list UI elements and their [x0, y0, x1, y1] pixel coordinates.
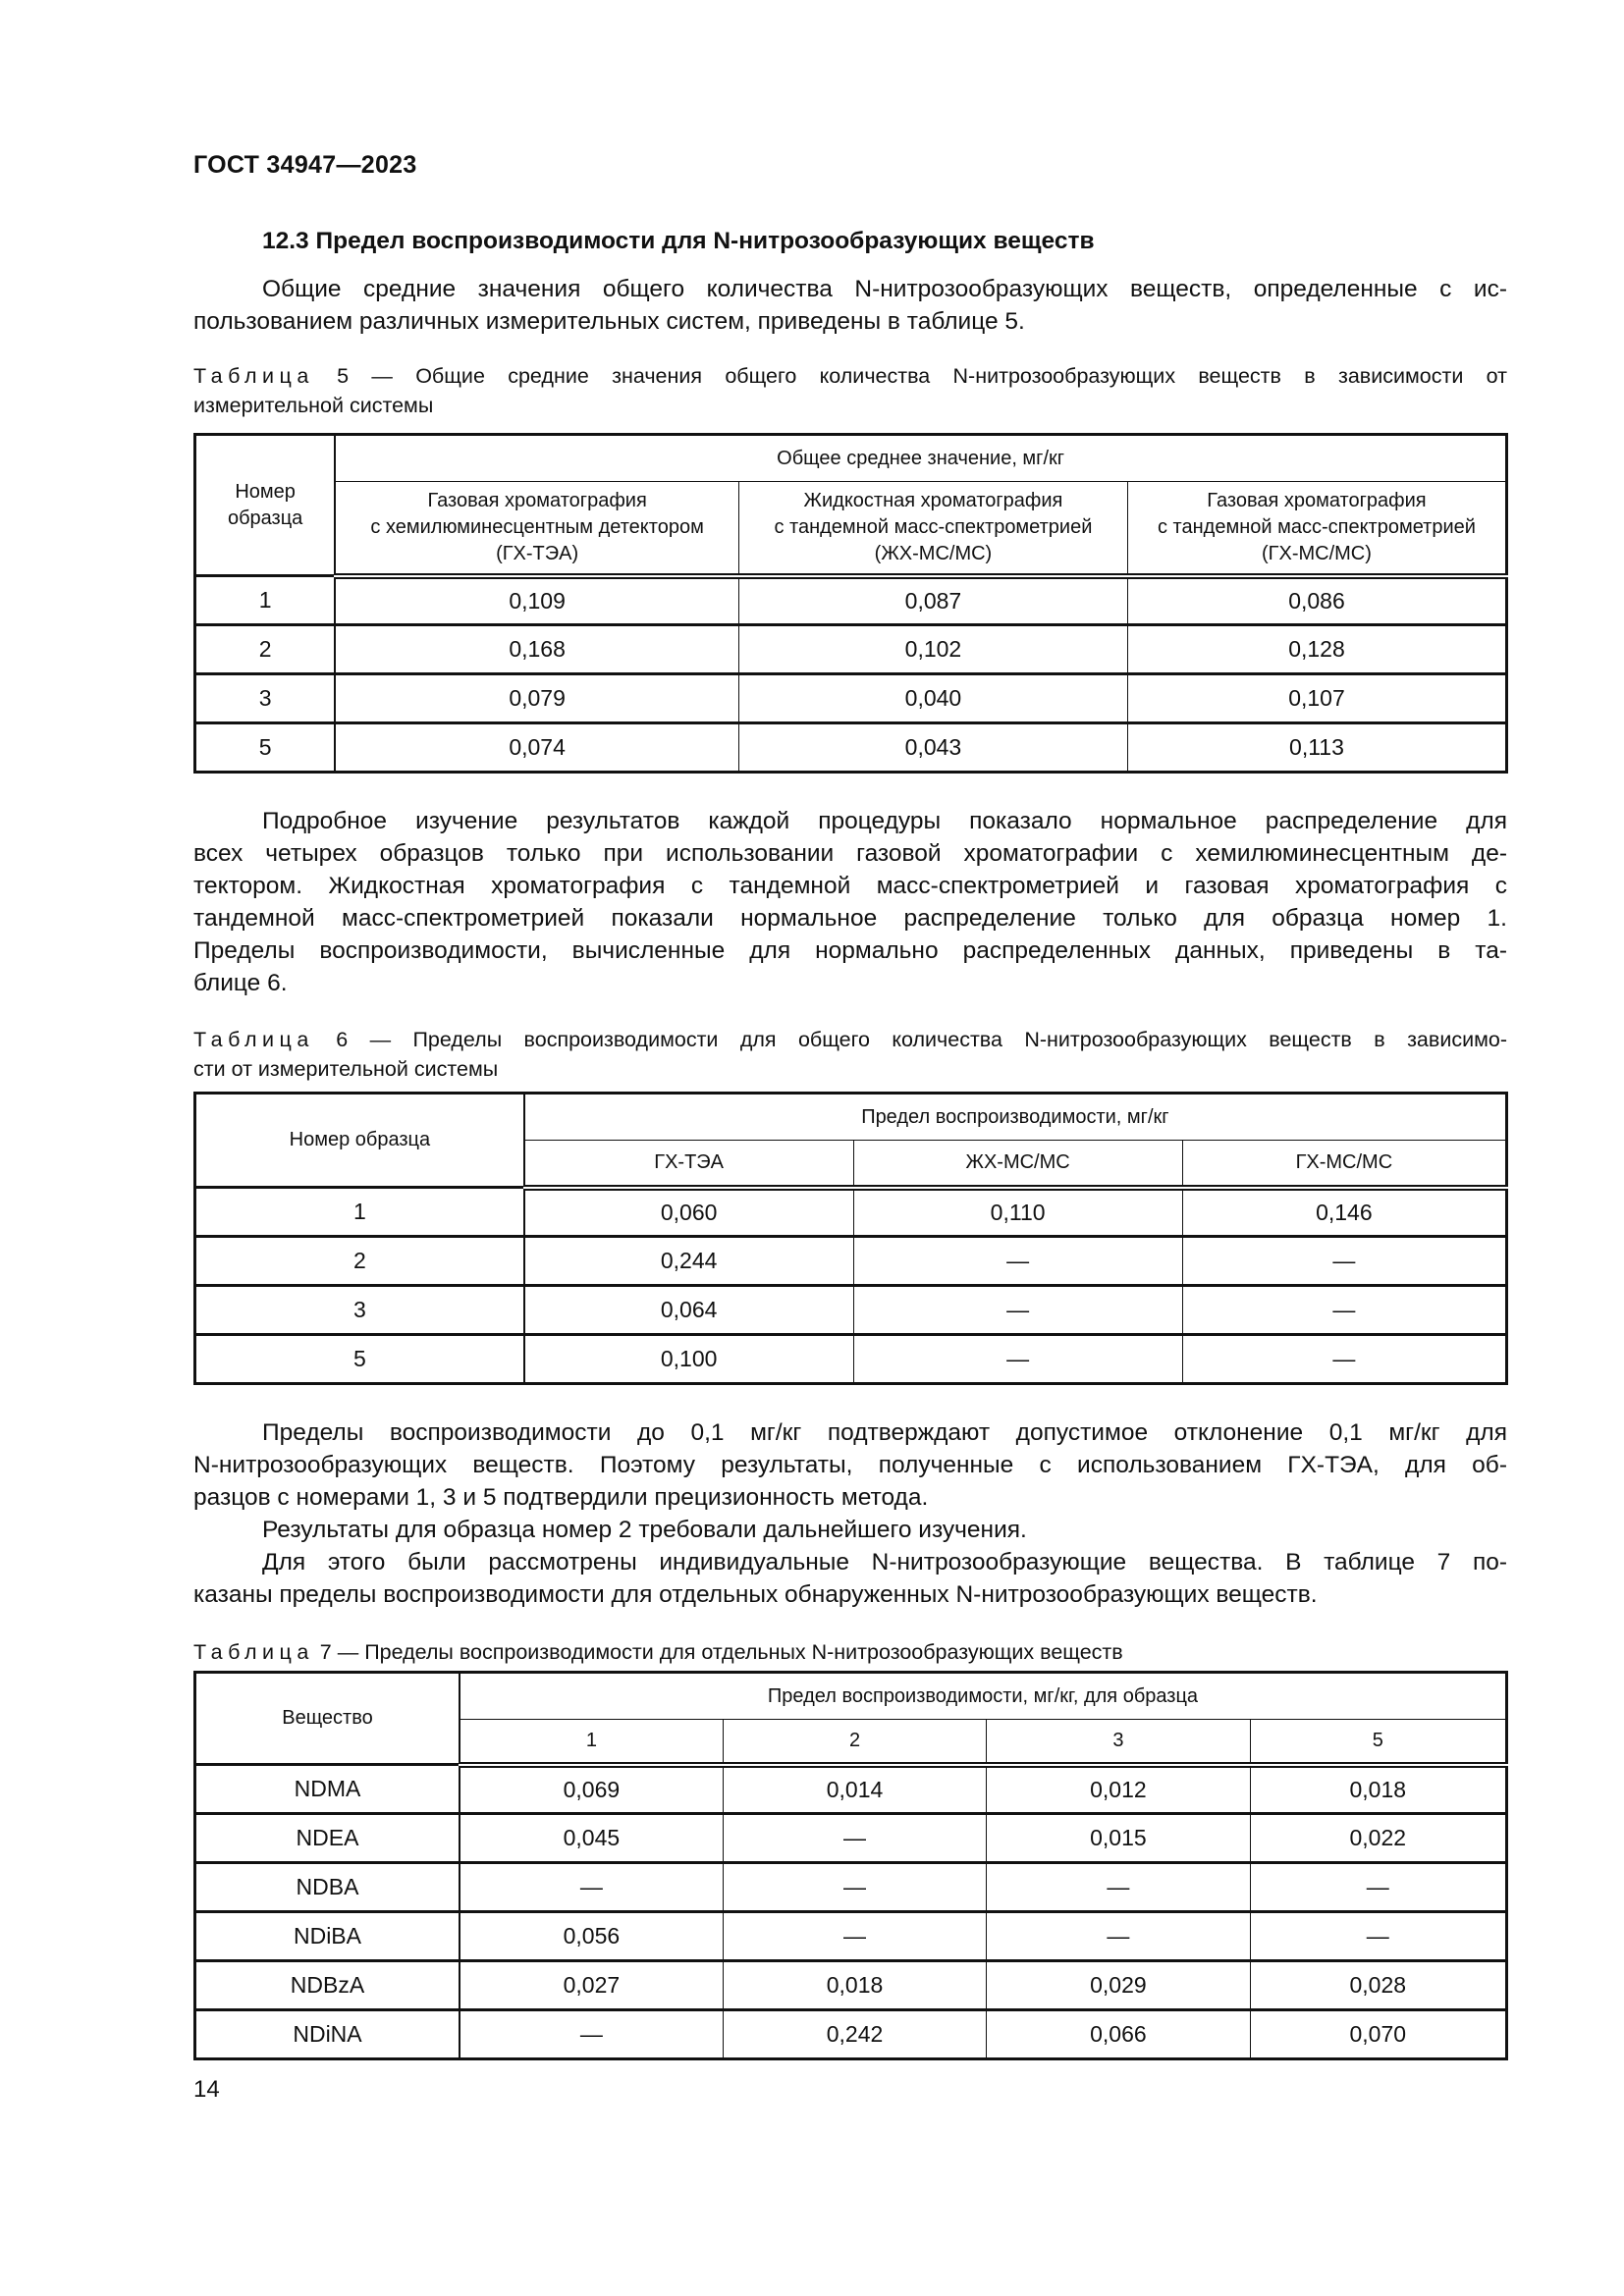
paragraph-line: Пределы воспроизводимости до 0,1 мг/кг подтверждают допустимое отклонение 0,1 мг/кг для — [262, 1419, 1507, 1446]
column-header-sample-3: 3 — [987, 1720, 1250, 1765]
table-row — [195, 674, 1507, 723]
document-code: ГОСТ 34947—2023 — [193, 151, 417, 179]
cell-value: — — [853, 1335, 1182, 1384]
cell-value: — — [853, 1286, 1182, 1335]
cell-substance: NDiBA — [195, 1912, 460, 1961]
paragraph-line: Результаты для образца номер 2 требовали дальнейшего изучения. — [262, 1517, 1027, 1543]
cell-value: — — [987, 1912, 1250, 1961]
cell-value: 0,018 — [723, 1961, 986, 2010]
table-row — [195, 1188, 1507, 1237]
paragraph-line: тандемной масс-спектрометрией показали нормальное распределение только для образца номер 1. — [193, 905, 1507, 932]
cell-value: 0,100 — [524, 1335, 853, 1384]
cell-sample: 1 — [195, 576, 336, 625]
cell-value: 0,109 — [335, 576, 738, 625]
table-row — [195, 625, 1507, 674]
table-5 — [193, 433, 1508, 774]
cell-sample: 3 — [195, 1286, 524, 1335]
column-header-sample-1: 1 — [460, 1720, 723, 1765]
cell-value: 0,022 — [1250, 1814, 1506, 1863]
column-group-header: Общее среднее значение, мг/кг — [335, 435, 1506, 482]
paragraph-line: казаны пределы воспроизводимости для отдельных обнаруженных N-нитрозообразующих веществ. — [193, 1581, 1318, 1608]
column-header-sample: Номер образца — [195, 1094, 524, 1188]
cell-value: 0,107 — [1127, 674, 1506, 723]
table-7 — [193, 1671, 1508, 2060]
cell-value: 0,168 — [335, 625, 738, 674]
cell-value: 0,014 — [723, 1765, 986, 1814]
paragraph-sample2 — [193, 1514, 1507, 1546]
cell-value: — — [987, 1863, 1250, 1912]
cell-sample: 5 — [195, 1335, 524, 1384]
caption-label: Таблица — [193, 1640, 314, 1664]
cell-value: — — [460, 2010, 723, 2059]
column-header-gc-msms: ГХ-МС/МС — [1182, 1141, 1506, 1188]
cell-value: 0,074 — [335, 723, 738, 773]
paragraph-line: разцов с номерами 1, 3 и 5 подтвердили прецизионность метода. — [193, 1484, 929, 1511]
caption-line: Таблица 6 — Пределы воспроизводимости для общего количества N-нитрозообразующих веществ в зависимо- — [193, 1028, 1507, 1051]
cell-substance: NDMA — [195, 1765, 460, 1814]
cell-sample: 1 — [195, 1188, 524, 1237]
section-title: 12.3 Предел воспроизводимости для N-нитрозообразующих веществ — [262, 228, 1095, 254]
cell-value: 0,018 — [1250, 1765, 1506, 1814]
table-row — [195, 1814, 1507, 1863]
caption-label: Таблица — [193, 364, 314, 388]
caption-line: Таблица 5 — Общие средние значения общего количества N-нитрозообразующих веществ в зависимости от — [193, 364, 1507, 388]
cell-value: 0,079 — [335, 674, 738, 723]
paragraph-intro — [193, 273, 1507, 338]
cell-value: 0,086 — [1127, 576, 1506, 625]
cell-value: — — [1182, 1335, 1506, 1384]
cell-value: 0,102 — [738, 625, 1127, 674]
cell-substance: NDBzA — [195, 1961, 460, 2010]
cell-value: 0,027 — [460, 1961, 723, 2010]
cell-value: — — [723, 1863, 986, 1912]
paragraph-analysis — [193, 805, 1507, 999]
cell-value: — — [1250, 1863, 1506, 1912]
column-header-gc-tea: ГХ-ТЭА — [524, 1141, 853, 1188]
cell-value: 0,110 — [853, 1188, 1182, 1237]
cell-value: 0,060 — [524, 1188, 853, 1237]
cell-substance: NDEA — [195, 1814, 460, 1863]
paragraph-individual — [193, 1546, 1507, 1611]
cell-value: 0,069 — [460, 1765, 723, 1814]
cell-value: 0,066 — [987, 2010, 1250, 2059]
column-header-sample-2: 2 — [723, 1720, 986, 1765]
caption-line: Таблица 7 — Пределы воспроизводимости для отдельных N-нитрозообразующих веществ — [193, 1640, 1123, 1664]
caption-label: Таблица — [193, 1028, 314, 1051]
cell-value: 0,242 — [723, 2010, 986, 2059]
column-header-lc-msms: ЖХ-МС/МС — [853, 1141, 1182, 1188]
cell-value: 0,029 — [987, 1961, 1250, 2010]
cell-sample: 2 — [195, 625, 336, 674]
table-row — [195, 1335, 1507, 1384]
paragraph-line: блице 6. — [193, 970, 288, 996]
cell-value: 0,087 — [738, 576, 1127, 625]
cell-value: — — [1182, 1237, 1506, 1286]
paragraph-line: пользованием различных измерительных систем, приведены в таблице 5. — [193, 308, 1025, 335]
cell-substance: NDBA — [195, 1863, 460, 1912]
table-row — [195, 1765, 1507, 1814]
column-header-sample-5: 5 — [1250, 1720, 1506, 1765]
cell-value: 0,040 — [738, 674, 1127, 723]
table-row — [195, 1863, 1507, 1912]
cell-value: 0,056 — [460, 1912, 723, 1961]
cell-sample: 2 — [195, 1237, 524, 1286]
paragraph-line: Общие средние значения общего количества N-нитрозообразующих веществ, определенные с ис- — [262, 276, 1507, 302]
paragraph-line: всех четырех образцов только при использовании газовой хроматографии с хемилюминесцентным де- — [193, 840, 1507, 867]
column-header-gc-tea: Газовая хроматография с хемилюминесцентным детектором (ГХ-ТЭА) — [335, 482, 738, 576]
cell-value: — — [1250, 1912, 1506, 1961]
cell-value: 0,043 — [738, 723, 1127, 773]
column-header-sample: Номер образца — [195, 435, 336, 576]
table-7-caption — [193, 1637, 1507, 1667]
cell-value: 0,070 — [1250, 2010, 1506, 2059]
table-row — [195, 576, 1507, 625]
paragraph-conclusion — [193, 1416, 1507, 1514]
cell-sample: 3 — [195, 674, 336, 723]
paragraph-line: N-нитрозообразующих веществ. Поэтому результаты, полученные с использованием ГХ-ТЭА, для об- — [193, 1452, 1507, 1478]
table-row — [195, 723, 1507, 773]
column-group-header: Предел воспроизводимости, мг/кг — [524, 1094, 1507, 1141]
paragraph-line: тектором. Жидкостная хроматография с тандемной масс-спектрометрией и газовая хроматография с — [193, 873, 1507, 899]
cell-value: — — [1182, 1286, 1506, 1335]
cell-sample: 5 — [195, 723, 336, 773]
column-header-lc-msms: Жидкостная хроматография с тандемной масс-спектрометрией (ЖХ-МС/МС) — [738, 482, 1127, 576]
caption-line: сти от измерительной системы — [193, 1057, 499, 1081]
cell-value: 0,146 — [1182, 1188, 1506, 1237]
caption-line: измерительной системы — [193, 394, 434, 417]
cell-substance: NDiNA — [195, 2010, 460, 2059]
cell-value: 0,128 — [1127, 625, 1506, 674]
table-6-caption — [193, 1025, 1507, 1084]
column-header-substance: Вещество — [195, 1673, 460, 1765]
cell-value: 0,015 — [987, 1814, 1250, 1863]
paragraph-line: Подробное изучение результатов каждой процедуры показало нормальное распределение для — [262, 808, 1507, 834]
cell-value: 0,028 — [1250, 1961, 1506, 2010]
cell-value: — — [460, 1863, 723, 1912]
cell-value: — — [723, 1912, 986, 1961]
table-row — [195, 1237, 1507, 1286]
column-header-gc-msms: Газовая хроматография с тандемной масс-спектрометрией (ГХ-МС/МС) — [1127, 482, 1506, 576]
paragraph-line: Для этого были рассмотрены индивидуальные N-нитрозообразующие вещества. В таблице 7 по- — [262, 1549, 1507, 1575]
cell-value: — — [853, 1237, 1182, 1286]
column-group-header: Предел воспроизводимости, мг/кг, для образца — [460, 1673, 1507, 1720]
table-row — [195, 1286, 1507, 1335]
table-row — [195, 2010, 1507, 2059]
cell-value: 0,012 — [987, 1765, 1250, 1814]
cell-value: 0,244 — [524, 1237, 853, 1286]
cell-value: 0,113 — [1127, 723, 1506, 773]
cell-value: 0,045 — [460, 1814, 723, 1863]
paragraph-line: Пределы воспроизводимости, вычисленные для нормально распределенных данных, приведены в та- — [193, 937, 1507, 964]
page-number: 14 — [193, 2076, 220, 2103]
table-6 — [193, 1092, 1508, 1385]
table-row — [195, 1912, 1507, 1961]
table-row — [195, 1961, 1507, 2010]
cell-value: — — [723, 1814, 986, 1863]
table-5-caption — [193, 361, 1507, 420]
cell-value: 0,064 — [524, 1286, 853, 1335]
